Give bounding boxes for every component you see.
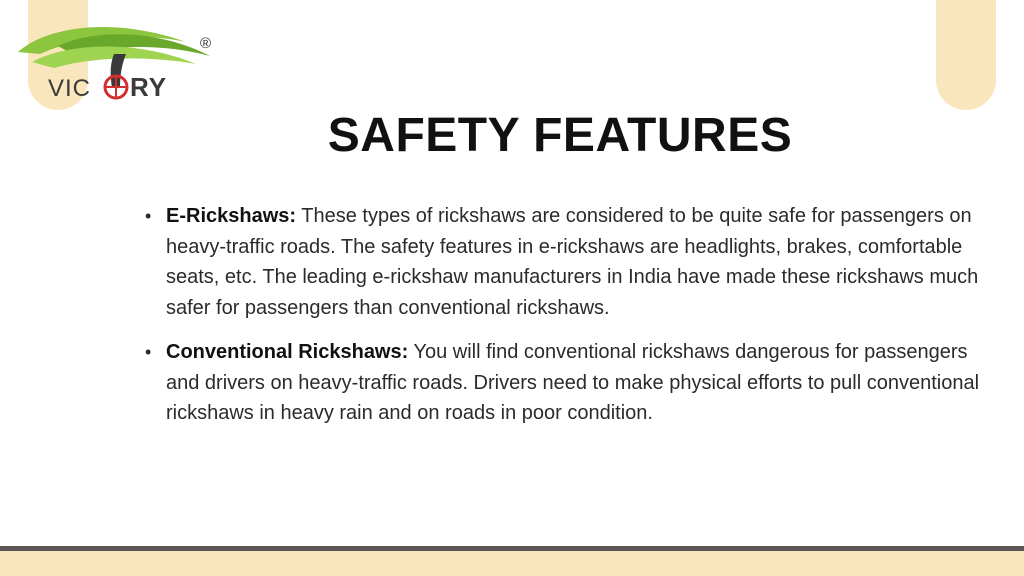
bullet-lead-e-rickshaws: E-Rickshaws:: [166, 205, 297, 227]
bullet-text-e-rickshaws: These types of rickshaws are considered to be quite safe for passengers on heavy-traffic roads. The safety features in e-rickshaws are headlights, brakes, comfortable seats, etc. The leading e-rickshaw manufacturers in India have made these rickshaws much safer for passengers than conventional rickshaws.: [166, 205, 979, 319]
bullet-text-conventional-rickshaws: You will find conventional rickshaws dangerous for passengers and drivers on heavy-traffic roads. Drivers need to make physical efforts to pull conventional rickshaws in heavy rain and on roads in poor condition.: [166, 341, 980, 424]
svg-text:RY: RY: [130, 72, 168, 102]
footer-band: [0, 551, 1024, 576]
bullet-dot-icon: •: [145, 342, 152, 362]
victory-logo: [10, 18, 220, 108]
bullet-dot-icon: •: [145, 206, 152, 226]
svg-text:VIC: VIC: [48, 75, 92, 102]
slide-title: SAFETY FEATURES: [327, 109, 793, 162]
bullet-lead-conventional-rickshaws: Conventional Rickshaws:: [166, 341, 409, 363]
bullet-item-e-rickshaws: [142, 201, 982, 323]
victory-tree-logo-icon: [10, 18, 220, 108]
registered-mark: ®: [200, 35, 212, 52]
bullet-item-conventional-rickshaws: [142, 337, 982, 429]
decorative-tab-right: [936, 0, 996, 110]
bullet-list: [142, 201, 982, 443]
